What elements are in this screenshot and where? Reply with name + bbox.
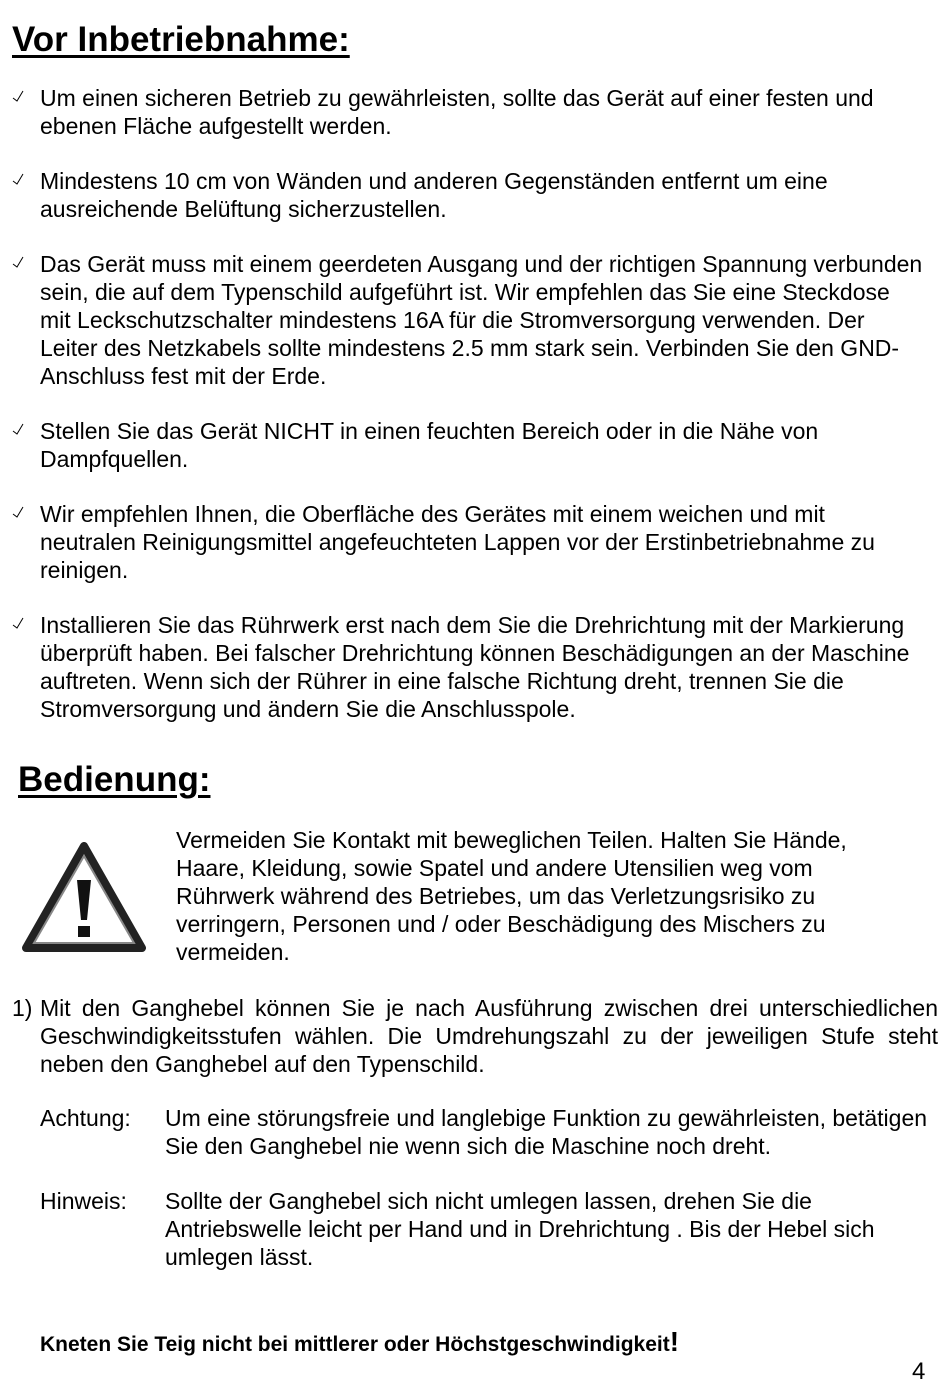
checkmark-bullet-icon <box>12 617 24 629</box>
list-item <box>12 84 924 140</box>
section-title-bedienung: Bedienung: <box>18 760 211 799</box>
list-item <box>12 500 924 584</box>
note-text: Um eine störungsfreie und langlebige Funktion zu gewährleisten, betätigen Sie den Ganghebel nie wenn sich die Maschine noch dreht. <box>165 1105 928 1159</box>
warning-text: Vermeiden Sie Kontakt mit beweglichen Teilen. Halten Sie Hände, Haare, Kleidung, sowie Spatel und andere Utensilien weg vom Rührwerk während des Betriebes, um das Verletzungsrisiko zu verringern, Personen und / oder Beschädigung des Mischers zu vermeiden. <box>176 827 847 965</box>
page-number: 4 <box>912 1358 926 1385</box>
checkmark-bullet-icon <box>12 173 24 185</box>
checkmark-bullet-icon <box>12 256 24 268</box>
checkmark-bullet-icon <box>12 423 24 435</box>
list-item-text: Stellen Sie das Gerät NICHT in einen feuchten Bereich oder in die Nähe von Dampfquellen. <box>40 418 819 472</box>
final-warning <box>40 1328 679 1359</box>
list-item-text: Um einen sicheren Betrieb zu gewährleisten, sollte das Gerät auf einer festen und ebenen Fläche aufgestellt werden. <box>40 85 874 139</box>
checkmark-bullet-icon <box>12 90 24 102</box>
step-number: 1) <box>12 995 33 1021</box>
list-item-text: Wir empfehlen Ihnen, die Oberfläche des Gerätes mit einem weichen und mit neutralen Reinigungsmittel angefeuchteten Lappen vor der Erstinbetriebnahme zu reinigen. <box>40 501 875 583</box>
final-warning-exclamation: ! <box>669 1326 680 1357</box>
list-item <box>12 611 924 723</box>
checkmark-bullet-icon <box>12 506 24 518</box>
list-item <box>12 167 924 223</box>
note-label: Hinweis: <box>40 1188 127 1214</box>
warning-block <box>22 826 937 971</box>
hinweis-note <box>40 1187 945 1271</box>
list-item-text: Installieren Sie das Rührwerk erst nach dem Sie die Drehrichtung mit der Markierung überprüft haben. Bei falscher Drehrichtung können Beschädigungen an der Maschine auftreten. Wenn sich der Rührer in eine falsche Richtung dreht, trennen Sie die Stromversorgung und ändern Sie die Anschlusspole. <box>40 612 910 722</box>
list-item-text: Mindestens 10 cm von Wänden und anderen Gegenständen entfernt um eine ausreichende Belüftung sicherzustellen. <box>40 168 828 222</box>
list-item <box>12 417 924 473</box>
final-warning-text: Kneten Sie Teig nicht bei mittlerer oder Höchstgeschwindigkeit <box>40 1333 670 1356</box>
achtung-note <box>40 1104 945 1160</box>
list-item-text: Das Gerät muss mit einem geerdeten Ausgang und der richtigen Spannung verbunden sein, die auf dem Typenschild aufgeführt ist. Wir empfehlen das Sie eine Steckdose mit Leckschutzschalter mindestens 16A für die Stromversorgung verwenden. Der Leiter des Netzkabels sollte mindestens 2.5 mm stark sein. Verbinden Sie den GND-Anschluss fest mit der Erde. <box>40 251 923 389</box>
note-text: Sollte der Ganghebel sich nicht umlegen lassen, drehen Sie die Antriebswelle leicht per Hand und in Drehrichtung . Bis der Hebel sich umlegen lässt. <box>165 1188 875 1270</box>
warning-triangle-icon <box>22 842 146 954</box>
section-title-vor-inbetriebnahme: Vor Inbetriebnahme: <box>12 20 350 59</box>
step-text: Mit den Ganghebel können Sie je nach Ausführung zwischen drei unterschiedlichen Geschwindigkeitsstufen wählen. Die Umdrehungszahl zu der jeweiligen Stufe steht neben den Ganghebel auf den Typenschild. <box>40 995 938 1077</box>
numbered-step <box>12 994 938 1078</box>
list-item <box>12 250 924 390</box>
note-label: Achtung: <box>40 1105 131 1131</box>
